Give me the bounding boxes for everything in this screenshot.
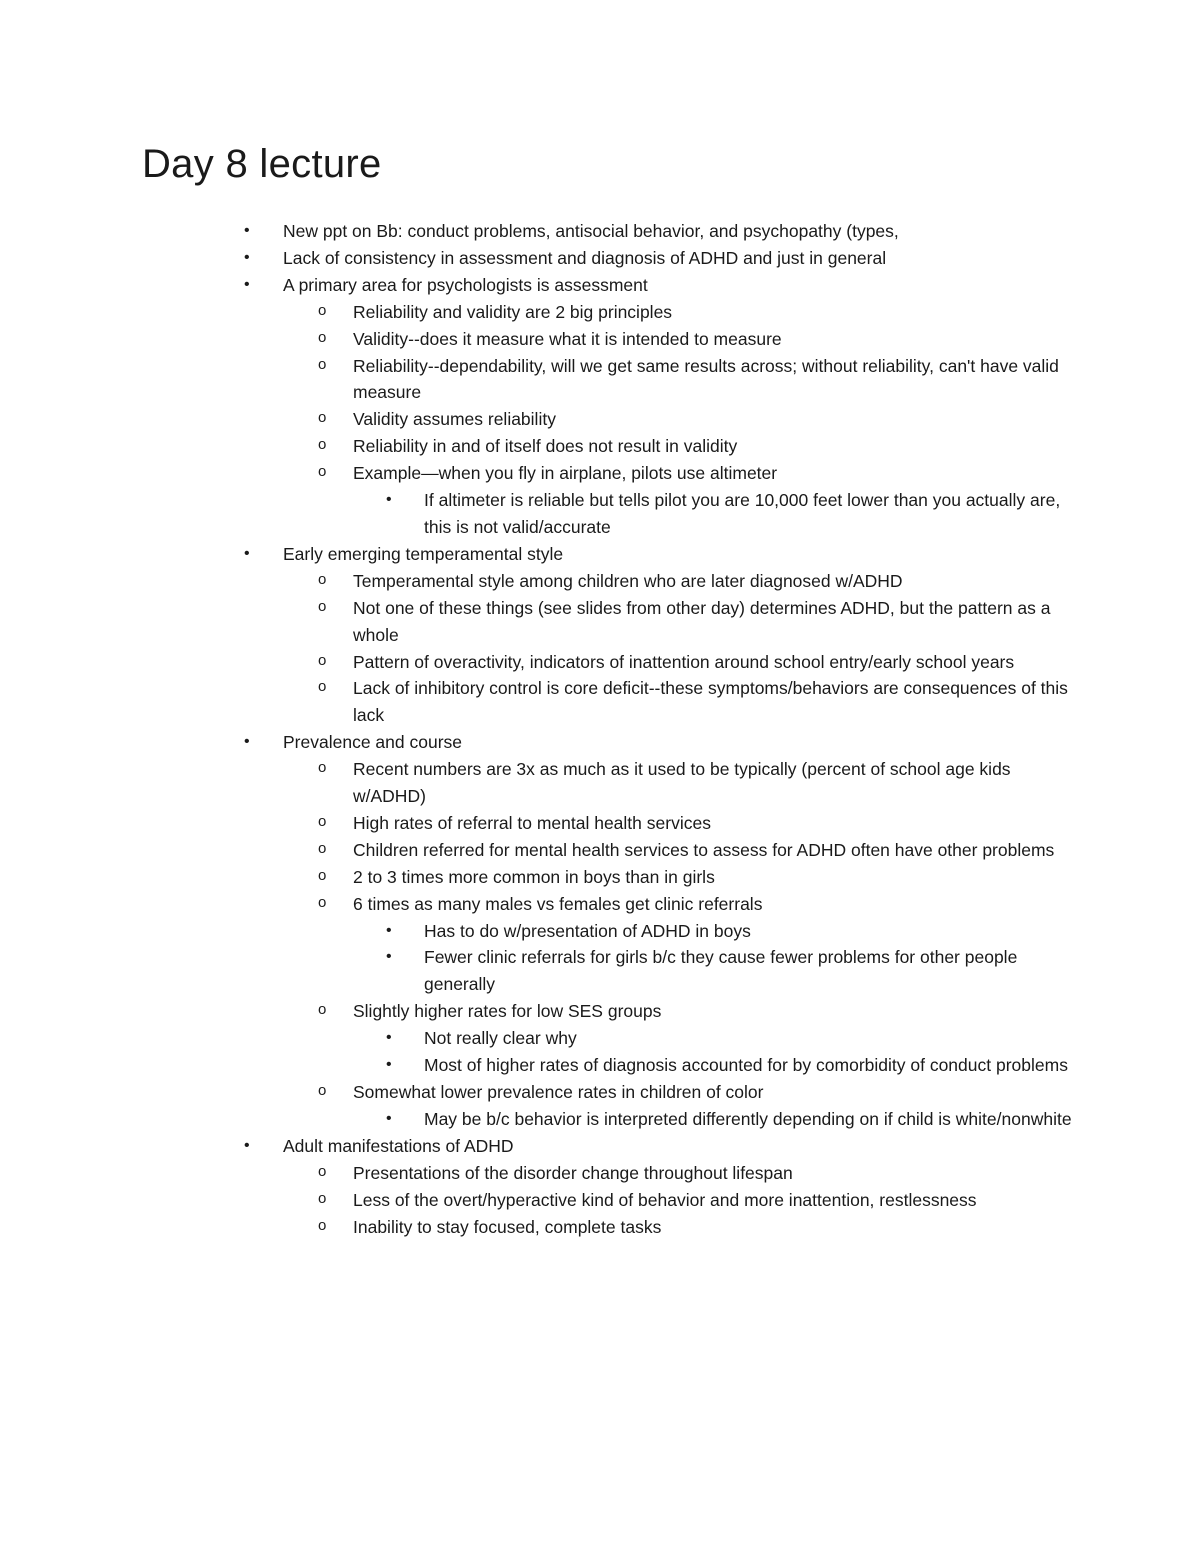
list-item [0,460,1200,487]
list-item-text: New ppt on Bb: conduct problems, antisocial behavior, and psychopathy (types, [283,221,899,241]
hollow-circle-bullet-icon: o [318,597,327,615]
list-item [0,326,1200,353]
bullet-icon: • [244,275,250,293]
list-item-text: Reliability--dependability, will we get same results across; without reliability, can't have valid measure [353,355,1059,403]
bullet-icon: • [244,544,250,562]
hollow-circle-bullet-icon: o [318,436,327,454]
list-item [0,568,1200,595]
list-item-text: Pattern of overactivity, indicators of inattention around school entry/early school years [353,651,1015,672]
list-item [0,1160,1200,1187]
hollow-circle-bullet-icon: o [318,355,327,373]
list-item [0,541,1200,568]
list-item-text: 6 times as many males vs females get clinic referrals [353,893,763,914]
list-item [0,353,1200,407]
list-item-text: A primary area for psychologists is assessment [283,274,648,295]
list-item-text: Lack of consistency in assessment and diagnosis of ADHD and just in general [283,247,887,268]
list-item [0,433,1200,460]
list-item-text: May be b/c behavior is interpreted differently depending on if child is white/nonwhite [424,1108,1072,1129]
hollow-circle-bullet-icon: o [318,301,327,319]
list-item-text: Presentations of the disorder change throughout lifespan [353,1162,793,1183]
list-item-text: Less of the overt/hyperactive kind of behavior and more inattention, restlessness [353,1189,977,1210]
list-item [0,944,1200,998]
list-item-text: Fewer clinic referrals for girls b/c they cause fewer problems for other people generally [424,947,1018,995]
list-item [0,595,1200,649]
list-item-text: Prevalence and course [283,732,462,753]
bullet-icon: • [244,222,250,239]
list-item [0,891,1200,918]
hollow-circle-bullet-icon: o [318,328,327,346]
hollow-circle-bullet-icon: o [318,651,327,669]
list-item-text: Not one of these things (see slides from other day) determines ADHD, but the pattern as a whole [353,597,1051,645]
hollow-circle-bullet-icon: o [318,893,327,911]
list-item [0,998,1200,1025]
list-item [0,864,1200,891]
lecture-notes-list [0,218,1200,1240]
hollow-circle-bullet-icon: o [318,1216,327,1234]
bullet-icon: • [386,1029,392,1047]
list-item-text: Inability to stay focused, complete tasks [353,1216,662,1237]
bullet-icon: • [386,1109,392,1127]
list-item [0,1025,1200,1052]
hollow-circle-bullet-icon: o [318,812,327,830]
list-item [0,218,1200,245]
list-item [0,918,1200,945]
hollow-circle-bullet-icon: o [318,678,327,696]
list-item [0,1214,1200,1241]
list-item-text: Most of higher rates of diagnosis accounted for by comorbidity of conduct problems [424,1055,1068,1076]
hollow-circle-bullet-icon: o [318,570,327,588]
hollow-circle-bullet-icon: o [318,839,327,857]
list-item-text: High rates of referral to mental health services [353,812,711,833]
list-item-text: Example—when you fly in airplane, pilots use altimeter [353,463,778,484]
list-item-text: Somewhat lower prevalence rates in children of color [353,1082,764,1102]
page-title: Day 8 lecture [142,142,382,186]
list-item [0,1187,1200,1214]
hollow-circle-bullet-icon: o [318,463,327,481]
hollow-circle-bullet-icon: o [318,866,327,884]
list-item [0,1052,1200,1079]
list-item-text: Recent numbers are 3x as much as it used to be typically (percent of school age kids w/ADHD) [353,759,1011,807]
bullet-icon: • [386,948,392,966]
hollow-circle-bullet-icon: o [318,409,327,427]
hollow-circle-bullet-icon: o [318,1189,327,1207]
hollow-circle-bullet-icon: o [318,1001,327,1019]
list-item-text: 2 to 3 times more common in boys than in girls [353,866,715,887]
list-item-text: Children referred for mental health services to assess for ADHD often have other problems [353,839,1055,860]
list-item-text: Lack of inhibitory control is core deficit--these symptoms/behaviors are consequences of this lack [353,678,1068,726]
list-item-text: Temperamental style among children who are later diagnosed w/ADHD [353,570,903,591]
list-item [0,1106,1200,1133]
bullet-icon: • [244,1136,250,1154]
list-item-text: Adult manifestations of ADHD [283,1135,514,1156]
list-item [0,487,1200,541]
list-item-text: Early emerging temperamental style [283,543,564,564]
bullet-icon: • [244,248,250,266]
list-item [0,675,1200,729]
bullet-icon: • [386,491,392,509]
list-item-text: Reliability in and of itself does not result in validity [353,436,738,457]
hollow-circle-bullet-icon: o [318,1082,327,1099]
list-item [0,1133,1200,1160]
list-item [0,1079,1200,1106]
hollow-circle-bullet-icon: o [318,759,327,777]
bullet-icon: • [386,921,392,939]
list-item [0,299,1200,326]
bullet-icon: • [244,733,250,751]
list-item [0,649,1200,676]
list-item-text: Reliability and validity are 2 big principles [353,301,673,322]
list-item [0,837,1200,864]
hollow-circle-bullet-icon: o [318,1162,327,1180]
list-item [0,272,1200,299]
list-item-text: Validity--does it measure what it is intended to measure [353,328,782,349]
list-item [0,406,1200,433]
list-item [0,245,1200,272]
list-item-text: Slightly higher rates for low SES groups [353,1001,662,1022]
list-item [0,729,1200,756]
list-item [0,756,1200,810]
list-item-text: If altimeter is reliable but tells pilot you are 10,000 feet lower than you actually are, this is not valid/accurate [424,490,1061,537]
bullet-icon: • [386,1056,392,1074]
list-item-text: Has to do w/presentation of ADHD in boys [424,920,751,941]
list-item-text: Not really clear why [424,1028,577,1049]
list-item [0,810,1200,837]
list-item-text: Validity assumes reliability [353,409,556,430]
